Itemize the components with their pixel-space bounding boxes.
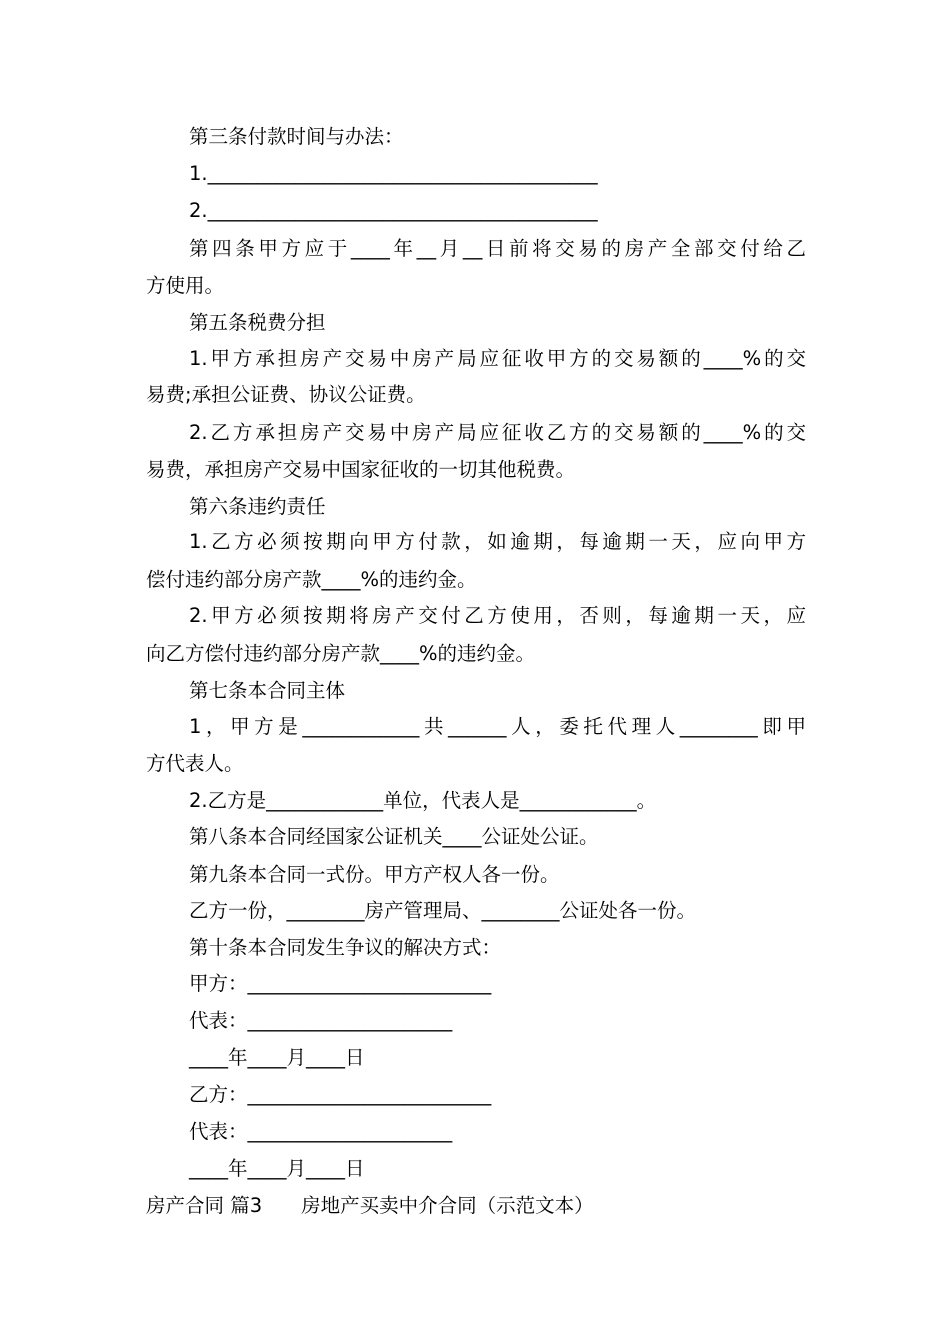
breach-item-2-line-2: 向乙方偿付违约部分房产款____%的违约金。 [146,642,536,665]
tax-item-2-line-2: 易费，承担房产交易中国家征收的一切其他税费。 [146,458,576,481]
tax-item-2-line-1: 2.乙方承担房产交易中房产局应征收乙方的交易额的____%的交 [189,421,806,444]
party-a-line-1: 1，甲方是____________共______人，委托代理人________即甲 [189,715,806,738]
party-b-signature: 乙方：_________________________ [189,1083,492,1106]
party-b-date: ____年____月____日 [189,1157,365,1180]
article-9-copies: 乙方一份，________房产管理局、________公证处各一份。 [189,899,697,922]
article-4-line-2: 方使用。 [146,274,225,297]
party-a-date: ____年____月____日 [189,1046,365,1069]
party-b-line: 2.乙方是____________单位，代表人是____________。 [189,789,657,812]
party-a-representative: 代表：_____________________ [189,1009,453,1032]
article-5-heading: 第五条税费分担 [189,311,326,334]
article-4-line-1: 第四条甲方应于____年__月__日前将交易的房产全部交付给乙 [189,237,806,260]
party-a-signature: 甲方：_________________________ [189,972,492,995]
payment-item-2: 2.________________________________________ [189,199,598,222]
article-9-text: 第九条本合同一式份。甲方产权人各一份。 [189,863,560,886]
article-10-heading: 第十条本合同发生争议的解决方式： [189,936,502,959]
party-b-representative: 代表：_____________________ [189,1120,453,1143]
article-3-heading: 第三条付款时间与办法： [189,125,404,148]
breach-item-1-line-1: 1.乙方必须按期向甲方付款，如逾期，每逾期一天，应向甲方 [189,530,806,553]
article-6-heading: 第六条违约责任 [189,495,326,518]
payment-item-1: 1.________________________________________ [189,162,598,185]
article-8-text: 第八条本合同经国家公证机关____公证处公证。 [189,825,599,848]
tax-item-1-line-2: 易费;承担公证费、协议公证费。 [146,383,426,406]
breach-item-2-line-1: 2.甲方必须按期将房产交付乙方使用，否则，每逾期一天，应 [189,604,806,627]
party-a-line-2: 方代表人。 [146,752,244,775]
article-7-heading: 第七条本合同主体 [189,679,346,702]
breach-item-1-line-2: 偿付违约部分房产款____%的违约金。 [146,568,477,591]
tax-item-1-line-1: 1.甲方承担房产交易中房产局应征收甲方的交易额的____%的交 [189,347,806,370]
next-contract-title: 房产合同 篇3 房地产买卖中介合同（示范文本） [146,1194,594,1217]
